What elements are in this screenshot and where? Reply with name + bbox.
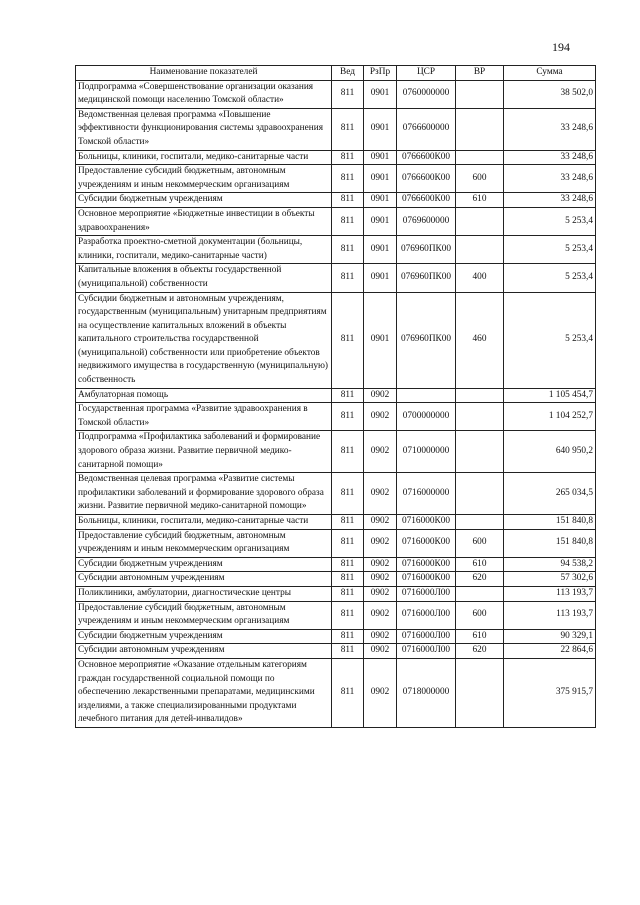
cell-csr: 0766600000 xyxy=(397,108,456,150)
cell-sum: 640 950,2 xyxy=(504,431,596,473)
cell-name: Разработка проектно-сметной документации (больницы, клиники, госпитали, медико-санитарные части) xyxy=(76,236,332,264)
cell-sum: 22 864,6 xyxy=(504,644,596,659)
cell-sum: 5 253,4 xyxy=(504,207,596,235)
table-row xyxy=(76,403,596,431)
table-row xyxy=(76,431,596,473)
cell-sum: 5 253,4 xyxy=(504,292,596,388)
page-number: 194 xyxy=(552,40,570,54)
cell-ved: 811 xyxy=(332,207,364,235)
cell-rzpr: 0902 xyxy=(364,601,397,629)
cell-rzpr: 0902 xyxy=(364,629,397,644)
cell-name: Подпрограмма «Совершенствование организации оказания медицинской помощи населению Томской области» xyxy=(76,80,332,108)
cell-ved: 811 xyxy=(332,473,364,515)
cell-ved: 811 xyxy=(332,388,364,403)
cell-sum: 38 502,0 xyxy=(504,80,596,108)
cell-csr: 0716000Л00 xyxy=(397,601,456,629)
cell-ved: 811 xyxy=(332,236,364,264)
cell-sum: 265 034,5 xyxy=(504,473,596,515)
cell-sum: 33 248,6 xyxy=(504,150,596,165)
cell-sum: 33 248,6 xyxy=(504,193,596,208)
cell-vr xyxy=(456,586,504,601)
cell-ved: 811 xyxy=(332,658,364,727)
cell-ved: 811 xyxy=(332,193,364,208)
cell-csr: 0716000000 xyxy=(397,473,456,515)
cell-ved: 811 xyxy=(332,529,364,557)
table-header-row xyxy=(76,66,596,81)
table-row xyxy=(76,292,596,388)
cell-csr: 0766600К00 xyxy=(397,150,456,165)
table-row xyxy=(76,601,596,629)
cell-csr xyxy=(397,388,456,403)
cell-name: Предоставление субсидий бюджетным, автономным учреждениям и иным некоммерческим организациям xyxy=(76,165,332,193)
cell-csr: 076960ПК00 xyxy=(397,236,456,264)
table-row xyxy=(76,557,596,572)
cell-name: Предоставление субсидий бюджетным, автономным учреждениям и иным некоммерческим организациям xyxy=(76,529,332,557)
table-row xyxy=(76,165,596,193)
cell-rzpr: 0902 xyxy=(364,388,397,403)
cell-rzpr: 0902 xyxy=(364,572,397,587)
cell-csr: 0766600К00 xyxy=(397,193,456,208)
cell-ved: 811 xyxy=(332,644,364,659)
cell-ved: 811 xyxy=(332,431,364,473)
cell-csr: 0716000Л00 xyxy=(397,586,456,601)
cell-csr: 0769600000 xyxy=(397,207,456,235)
cell-rzpr: 0902 xyxy=(364,403,397,431)
cell-sum: 57 302,6 xyxy=(504,572,596,587)
cell-ved: 811 xyxy=(332,629,364,644)
cell-rzpr: 0902 xyxy=(364,529,397,557)
header-sum: Сумма xyxy=(504,66,596,81)
table-row xyxy=(76,236,596,264)
cell-sum: 151 840,8 xyxy=(504,529,596,557)
cell-sum: 375 915,7 xyxy=(504,658,596,727)
header-rzpr: РзПр xyxy=(364,66,397,81)
table-row xyxy=(76,644,596,659)
cell-vr xyxy=(456,658,504,727)
cell-name: Капитальные вложения в объекты государственной (муниципальной) собственности xyxy=(76,264,332,292)
table-row xyxy=(76,572,596,587)
cell-csr: 076960ПК00 xyxy=(397,264,456,292)
cell-ved: 811 xyxy=(332,264,364,292)
table-row xyxy=(76,529,596,557)
cell-ved: 811 xyxy=(332,108,364,150)
header-csr: ЦСР xyxy=(397,66,456,81)
header-vr: ВР xyxy=(456,66,504,81)
cell-name: Ведомственная целевая программа «Повышение эффективности функционирования системы здравоохранения Томской области» xyxy=(76,108,332,150)
cell-name: Субсидии бюджетным учреждениям xyxy=(76,557,332,572)
cell-rzpr: 0901 xyxy=(364,150,397,165)
table-row xyxy=(76,629,596,644)
cell-name: Больницы, клиники, госпитали, медико-санитарные части xyxy=(76,150,332,165)
cell-vr xyxy=(456,473,504,515)
cell-ved: 811 xyxy=(332,292,364,388)
table-row xyxy=(76,108,596,150)
cell-name: Основное мероприятие «Оказание отдельным категориям граждан государственной социальной помощи по обеспечению лекарственными препаратами, медицинскими изделиями, а также специализированными продуктами лечебного питания для детей-инвалидов» xyxy=(76,658,332,727)
cell-vr: 610 xyxy=(456,629,504,644)
cell-ved: 811 xyxy=(332,150,364,165)
cell-vr: 620 xyxy=(456,644,504,659)
cell-rzpr: 0902 xyxy=(364,431,397,473)
table-row xyxy=(76,207,596,235)
cell-sum: 113 193,7 xyxy=(504,586,596,601)
cell-csr: 0716000К00 xyxy=(397,515,456,530)
cell-rzpr: 0902 xyxy=(364,658,397,727)
cell-rzpr: 0901 xyxy=(364,292,397,388)
cell-csr: 0716000К00 xyxy=(397,557,456,572)
cell-name: Субсидии бюджетным учреждениям xyxy=(76,193,332,208)
cell-rzpr: 0901 xyxy=(364,80,397,108)
cell-name: Основное мероприятие «Бюджетные инвестиции в объекты здравоохранения» xyxy=(76,207,332,235)
table-row xyxy=(76,473,596,515)
cell-name: Ведомственная целевая программа «Развитие системы профилактики заболеваний и формирование здорового образа жизни. Развитие первичной медико-санитарной помощи» xyxy=(76,473,332,515)
cell-ved: 811 xyxy=(332,403,364,431)
cell-rzpr: 0901 xyxy=(364,108,397,150)
cell-csr: 0716000Л00 xyxy=(397,629,456,644)
cell-vr xyxy=(456,236,504,264)
cell-csr: 076960ПК00 xyxy=(397,292,456,388)
cell-name: Поликлиники, амбулатории, диагностические центры xyxy=(76,586,332,601)
cell-vr xyxy=(456,150,504,165)
table-row xyxy=(76,388,596,403)
cell-vr: 600 xyxy=(456,601,504,629)
cell-vr xyxy=(456,207,504,235)
cell-name: Больницы, клиники, госпитали, медико-санитарные части xyxy=(76,515,332,530)
cell-ved: 811 xyxy=(332,515,364,530)
cell-rzpr: 0902 xyxy=(364,515,397,530)
cell-rzpr: 0902 xyxy=(364,473,397,515)
cell-name: Субсидии автономным учреждениям xyxy=(76,572,332,587)
cell-csr: 0716000Л00 xyxy=(397,644,456,659)
cell-csr: 0760000000 xyxy=(397,80,456,108)
table-body xyxy=(76,80,596,727)
cell-vr xyxy=(456,403,504,431)
cell-csr: 0718000000 xyxy=(397,658,456,727)
table-row xyxy=(76,264,596,292)
cell-vr xyxy=(456,388,504,403)
cell-vr: 610 xyxy=(456,557,504,572)
cell-name: Подпрограмма «Профилактика заболеваний и формирование здорового образа жизни. Развитие первичной медико-санитарной помощи» xyxy=(76,431,332,473)
table-row xyxy=(76,80,596,108)
cell-sum: 1 104 252,7 xyxy=(504,403,596,431)
cell-csr: 0710000000 xyxy=(397,431,456,473)
cell-rzpr: 0902 xyxy=(364,586,397,601)
header-name: Наименование показателей xyxy=(76,66,332,81)
cell-csr: 0700000000 xyxy=(397,403,456,431)
cell-vr xyxy=(456,108,504,150)
cell-rzpr: 0901 xyxy=(364,264,397,292)
cell-sum: 33 248,6 xyxy=(504,108,596,150)
cell-vr: 610 xyxy=(456,193,504,208)
cell-vr: 460 xyxy=(456,292,504,388)
cell-rzpr: 0901 xyxy=(364,193,397,208)
cell-name: Амбулаторная помощь xyxy=(76,388,332,403)
cell-ved: 811 xyxy=(332,80,364,108)
table-row xyxy=(76,515,596,530)
cell-name: Субсидии бюджетным и автономным учреждениям, государственным (муниципальным) унитарным предприятиям на осуществление капитальных вложений в объекты капитального строительства государственной (муниципальной) собственности или приобретение объектов недвижимого имущества в государственную (муниципальную) собственность xyxy=(76,292,332,388)
cell-vr: 400 xyxy=(456,264,504,292)
cell-ved: 811 xyxy=(332,165,364,193)
cell-sum: 94 538,2 xyxy=(504,557,596,572)
cell-sum: 113 193,7 xyxy=(504,601,596,629)
table-row xyxy=(76,586,596,601)
cell-rzpr: 0902 xyxy=(364,644,397,659)
cell-sum: 1 105 454,7 xyxy=(504,388,596,403)
table-row xyxy=(76,658,596,727)
cell-ved: 811 xyxy=(332,586,364,601)
cell-vr: 600 xyxy=(456,529,504,557)
cell-ved: 811 xyxy=(332,601,364,629)
cell-sum: 90 329,1 xyxy=(504,629,596,644)
cell-vr: 600 xyxy=(456,165,504,193)
cell-name: Предоставление субсидий бюджетным, автономным учреждениям и иным некоммерческим организациям xyxy=(76,601,332,629)
cell-ved: 811 xyxy=(332,572,364,587)
cell-ved: 811 xyxy=(332,557,364,572)
cell-vr xyxy=(456,515,504,530)
table-row xyxy=(76,193,596,208)
table-row xyxy=(76,150,596,165)
cell-rzpr: 0901 xyxy=(364,207,397,235)
cell-rzpr: 0902 xyxy=(364,557,397,572)
cell-name: Субсидии автономным учреждениям xyxy=(76,644,332,659)
cell-csr: 0716000К00 xyxy=(397,529,456,557)
cell-sum: 151 840,8 xyxy=(504,515,596,530)
cell-rzpr: 0901 xyxy=(364,165,397,193)
cell-vr xyxy=(456,431,504,473)
cell-vr: 620 xyxy=(456,572,504,587)
header-ved: Вед xyxy=(332,66,364,81)
cell-name: Государственная программа «Развитие здравоохранения в Томской области» xyxy=(76,403,332,431)
cell-sum: 5 253,4 xyxy=(504,236,596,264)
budget-table xyxy=(75,65,596,728)
cell-name: Субсидии бюджетным учреждениям xyxy=(76,629,332,644)
cell-vr xyxy=(456,80,504,108)
cell-csr: 0766600К00 xyxy=(397,165,456,193)
cell-sum: 5 253,4 xyxy=(504,264,596,292)
cell-rzpr: 0901 xyxy=(364,236,397,264)
cell-sum: 33 248,6 xyxy=(504,165,596,193)
cell-csr: 0716000К00 xyxy=(397,572,456,587)
